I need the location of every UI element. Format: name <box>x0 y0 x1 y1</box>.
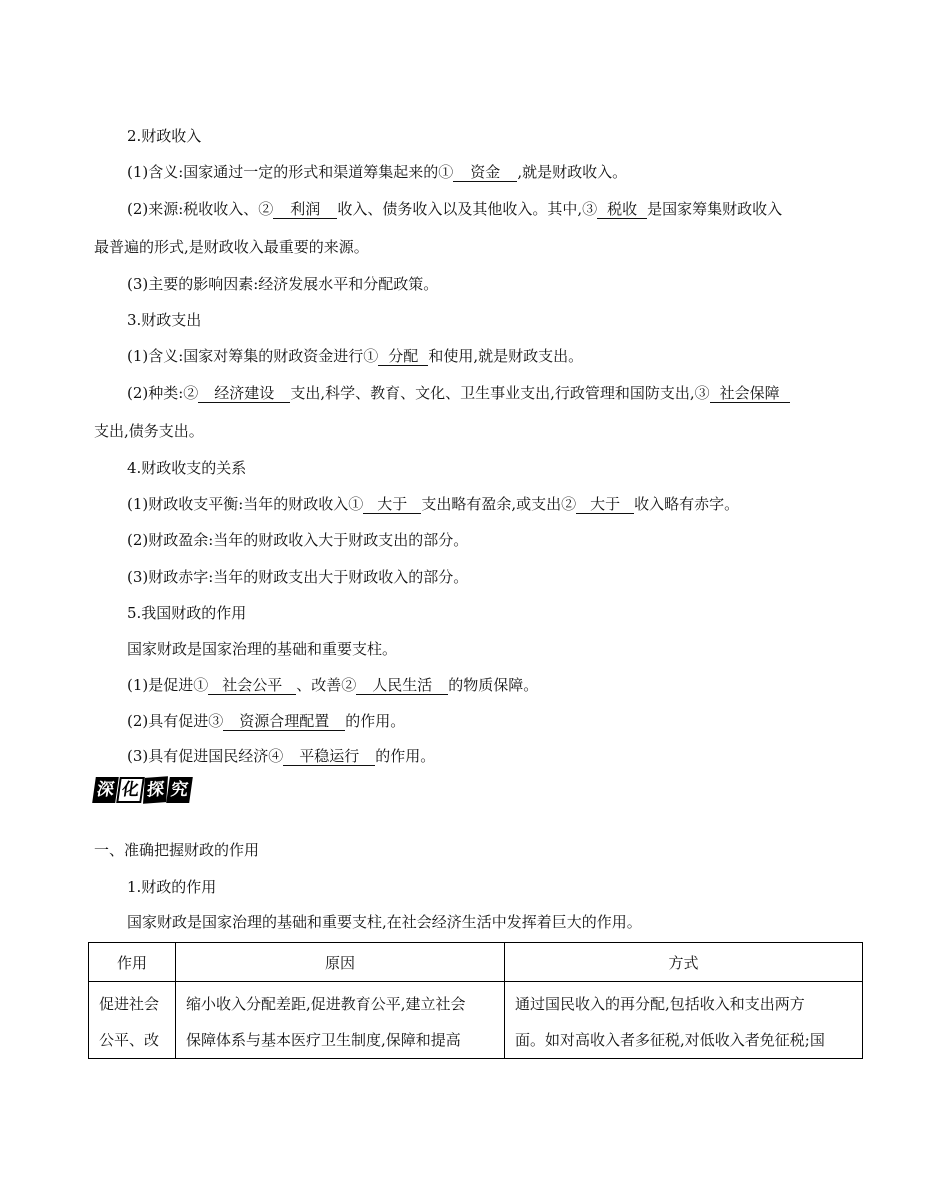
table-header: 方式 <box>505 943 863 982</box>
relation-surplus: (2)财政盈余:当年的财政收入大于财政支出的部分。 <box>127 531 469 549</box>
role-item-1: (1)是促进① 社会公平 、改善② 人民生活 的物质保障。 <box>127 676 539 694</box>
blank-answer: 社会公平 <box>208 677 296 695</box>
table-header: 作用 <box>89 943 176 982</box>
finance-role-table <box>88 942 863 1059</box>
table-cell-method: 通过国民收入的再分配,包括收入和支出两方 面。如对高收入者多征税,对低收入者免征税;国 <box>505 982 863 1059</box>
explore-subheading: 1.财政的作用 <box>127 878 217 896</box>
table-header-row <box>89 943 863 982</box>
table-row <box>89 982 863 1059</box>
income-source-continued: 最普遍的形式,是财政收入最重要的来源。 <box>94 238 369 256</box>
spend-types-continued: 支出,债务支出。 <box>94 422 204 440</box>
blank-answer: 人民生活 <box>356 677 448 695</box>
income-heading: 2.财政收入 <box>127 127 202 145</box>
blank-answer: 经济建设 <box>198 385 290 403</box>
relation-deficit: (3)财政赤字:当年的财政支出大于财政收入的部分。 <box>127 568 469 586</box>
relation-balance: (1)财政收支平衡:当年的财政收入① 大于 支出略有盈余,或支出② 大于 收入略有赤字。 <box>127 495 740 513</box>
table-header: 原因 <box>176 943 505 982</box>
blank-answer: 资源合理配置 <box>223 713 345 731</box>
spend-types: (2)种类:② 经济建设 支出,科学、教育、文化、卫生事业支出,行政管理和国防支出,③ 社会保障 <box>127 383 790 403</box>
blank-answer: 利润 <box>273 201 337 219</box>
table-cell-role: 促进社会 公平、改 <box>89 982 176 1059</box>
relation-heading: 4.财政收支的关系 <box>127 459 247 477</box>
blank-answer: 资金 <box>453 164 517 182</box>
spend-heading: 3.财政支出 <box>127 311 202 329</box>
role-intro: 国家财政是国家治理的基础和重要支柱。 <box>127 640 398 658</box>
blank-answer: 社会保障 <box>710 385 790 403</box>
explore-intro: 国家财政是国家治理的基础和重要支柱,在社会经济生活中发挥着巨大的作用。 <box>127 913 642 931</box>
blank-answer: 大于 <box>363 496 421 514</box>
blank-answer: 税收 <box>597 201 647 219</box>
income-source: (2)来源:税收收入、② 利润 收入、债务收入以及其他收入。其中,③ 税收 是国家筹集财政收入 <box>127 200 783 218</box>
spend-definition: (1)含义:国家对筹集的财政资金进行① 分配 和使用,就是财政支出。 <box>127 347 584 365</box>
blank-answer: 分配 <box>378 348 428 366</box>
income-definition: (1)含义:国家通过一定的形式和渠道筹集起来的① 资金 ,就是财政收入。 <box>127 163 628 181</box>
table-cell-reason: 缩小收入分配差距,促进教育公平,建立社会 保障体系与基本医疗卫生制度,保障和提高 <box>176 982 505 1059</box>
income-factor: (3)主要的影响因素:经济发展水平和分配政策。 <box>127 275 439 293</box>
role-item-3: (3)具有促进国民经济④ 平稳运行 的作用。 <box>127 747 436 765</box>
explore-heading: 一、准确把握财政的作用 <box>94 841 260 859</box>
blank-answer: 平稳运行 <box>283 748 375 766</box>
role-item-2: (2)具有促进③ 资源合理配置 的作用。 <box>127 712 406 730</box>
deepen-explore-badge: 深 化 探 究 <box>94 775 192 805</box>
blank-answer: 大于 <box>576 496 634 514</box>
role-heading: 5.我国财政的作用 <box>127 604 247 622</box>
